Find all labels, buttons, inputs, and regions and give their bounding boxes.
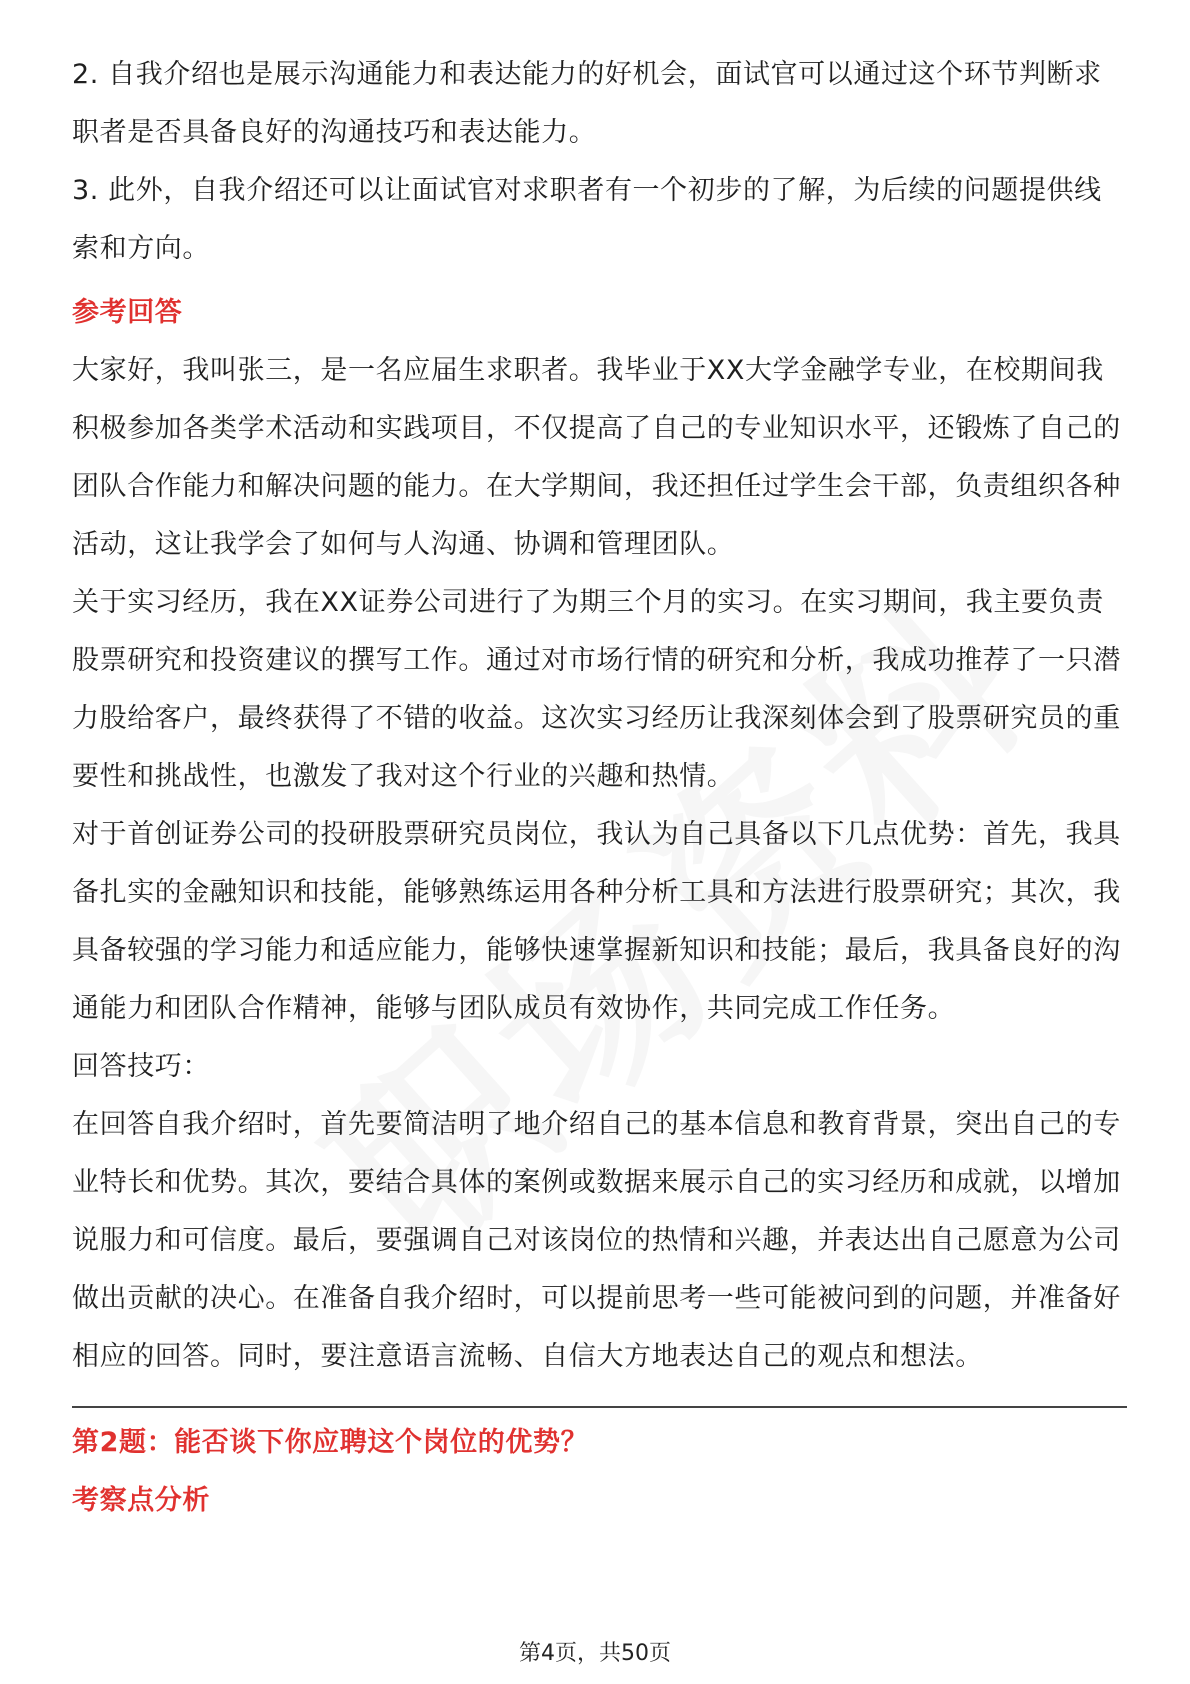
page-number-footer: 第4页，共50页 (519, 1641, 671, 1666)
paragraph-point-2: 2. 自我介绍也是展示沟通能力和表达能力的好机会，面试官可以通过这个环节判断求职者是否具备良好的沟通技巧和表达能力。 (72, 59, 1102, 148)
question-2-heading: 第2题：能否谈下你应聘这个岗位的优势？ (72, 1427, 589, 1458)
reference-answer-heading: 参考回答 (72, 297, 183, 328)
page-content (72, 46, 1127, 1530)
tips-label: 回答技巧： (72, 1051, 210, 1082)
reference-paragraph-internship: 关于实习经历，我在XX证券公司进行了为期三个月的实习。在实习期间，我主要负责股票研究和投资建议的撰写工作。通过对市场行情的研究和分析，我成功推荐了一只潜力股给客户，最终获得了不错的收益。这次实习经历让我深刻体会到了股票研究员的重要性和挑战性，也激发了我对这个行业的兴趣和热情。 (72, 587, 1121, 792)
section-divider (72, 1406, 1127, 1408)
reference-paragraph-advantages: 对于首创证券公司的投研股票研究员岗位，我认为自己具备以下几点优势：首先，我具备扎实的金融知识和技能，能够熟练运用各种分析工具和方法进行股票研究；其次，我具备较强的学习能力和适应能力，能够快速掌握新知识和技能；最后，我具备良好的沟通能力和团队合作精神，能够与团队成员有效协作，共同完成工作任务。 (72, 819, 1121, 1024)
paragraph-point-3: 3. 此外，自我介绍还可以让面试官对求职者有一个初步的了解，为后续的问题提供线索和方向。 (72, 175, 1102, 264)
reference-paragraph-intro: 大家好，我叫张三，是一名应届生求职者。我毕业于XX大学金融学专业，在校期间我积极参加各类学术活动和实践项目，不仅提高了自己的专业知识水平，还锻炼了自己的团队合作能力和解决问题的能力。在大学期间，我还担任过学生会干部，负责组织各种活动，这让我学会了如何与人沟通、协调和管理团队。 (72, 355, 1121, 560)
tips-paragraph: 在回答自我介绍时，首先要简洁明了地介绍自己的基本信息和教育背景，突出自己的专业特长和优势。其次，要结合具体的案例或数据来展示自己的实习经历和成就，以增加说服力和可信度。最后，要强调自己对该岗位的热情和兴趣，并表达出自己愿意为公司做出贡献的决心。在准备自我介绍时，可以提前思考一些可能被问到的问题，并准备好相应的回答。同时，要注意语言流畅、自信大方地表达自己的观点和想法。 (72, 1109, 1121, 1372)
analysis-heading: 考察点分析 (72, 1485, 210, 1516)
